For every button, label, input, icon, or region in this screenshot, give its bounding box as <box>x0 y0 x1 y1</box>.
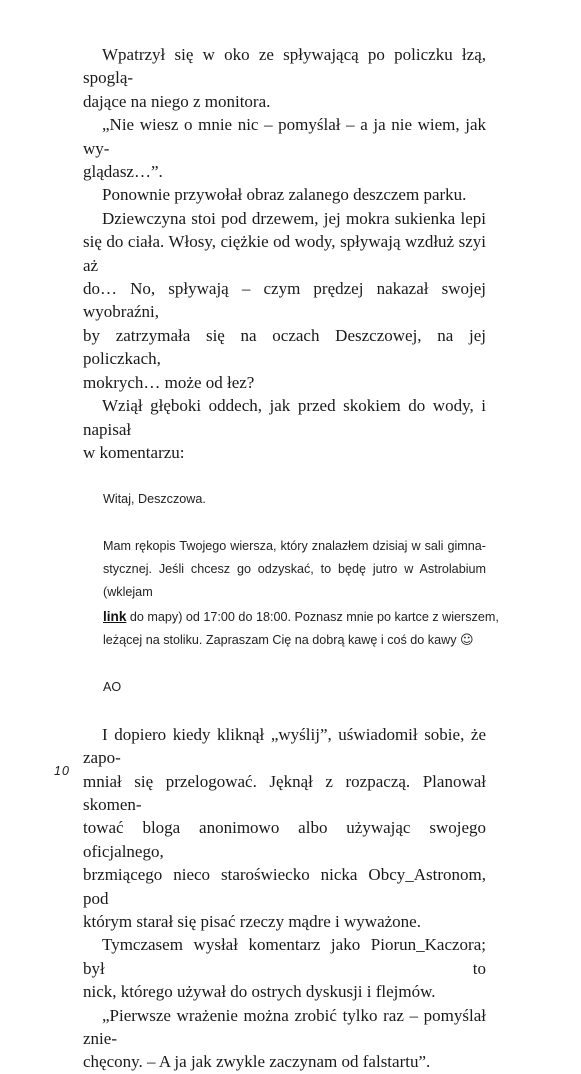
comment-line: Mam rękopis Twojego wiersza, który znalazłem dzisiaj w sali gimna- <box>103 538 486 553</box>
comment-line-rest: do mapy) od 17:00 do 18:00. Poznasz mnie po kartce z wierszem, <box>126 609 499 624</box>
text-line: mokrych… może od łez? <box>83 372 255 392</box>
text-line: Ponownie przywołał obraz zalanego deszczem parku. <box>102 185 467 205</box>
comment-line <box>103 629 486 652</box>
smiley-icon: ☺ <box>460 633 474 649</box>
book-page <box>83 43 499 1074</box>
text-line: nick, którego używał do ostrych dyskusji i flejmów. <box>83 982 436 1002</box>
text-line: „Nie wiesz o mnie nic – pomyślał – a ja nie wiem, jak wy- <box>83 115 486 158</box>
text-line: w komentarzu: <box>83 442 185 462</box>
text-line: I dopiero kiedy kliknął „wyślij”, uświadomił sobie, że zapo- <box>83 724 486 768</box>
text-line: się do ciała. Włosy, ciężkie od wody, spływają wzdłuż szyi aż <box>83 232 486 275</box>
text-line: Wziął głęboki oddech, jak przed skokiem do wody, i napisał <box>83 396 486 439</box>
blog-comment <box>83 488 499 700</box>
page-number: 10 <box>54 764 70 778</box>
text-line: brzmiącego nieco staroświecko nicka Obcy_Astronom, pod <box>83 865 486 908</box>
text-line: mniał się przelogować. Jęknął z rozpaczą. Planował skomen- <box>83 771 486 814</box>
comment-line-text: leżącej na stoliku. Zapraszam Cię na dobrą kawę i coś do kawy <box>103 633 460 648</box>
text-line: glądasz…”. <box>83 162 163 182</box>
comment-line <box>103 605 499 629</box>
paragraphs-bottom <box>83 723 486 1074</box>
text-line: chęcony. – A ja jak zwykle zaczynam od falstartu”. <box>83 1052 431 1072</box>
text-line: dające na niego z monitora. <box>83 91 271 111</box>
text-line: Wpatrzył się w oko ze spływającą po policzku łzą, spoglą- <box>83 45 486 88</box>
comment-line: stycznej. Jeśli chcesz go odzyskać, to będę jutro w Astrolabium (wklejam <box>103 561 486 600</box>
text-line: Tymczasem wysłał komentarz jako Piorun_Kaczora; był to <box>83 935 486 978</box>
text-line: by zatrzymała się na oczach Deszczowej, na jej policzkach, <box>83 325 486 369</box>
map-link[interactable]: link <box>103 608 127 624</box>
text-line: „Pierwsze wrażenie można zrobić tylko raz – pomyślał znie- <box>83 1005 486 1048</box>
text-line: Dziewczyna stoi pod drzewem, jej mokra sukienka lepi <box>102 208 486 228</box>
comment-signature: AO <box>103 679 122 694</box>
comment-greeting: Witaj, Deszczowa. <box>103 491 206 506</box>
text-line: tować bloga anonimowo albo używając swojego oficjalnego, <box>83 818 486 861</box>
paragraphs-top <box>83 43 486 464</box>
text-line: do… No, spływają – czym prędzej nakazał swojej wyobraźni, <box>83 279 486 322</box>
text-line: którym starał się pisać rzeczy mądre i wyważone. <box>83 911 421 931</box>
